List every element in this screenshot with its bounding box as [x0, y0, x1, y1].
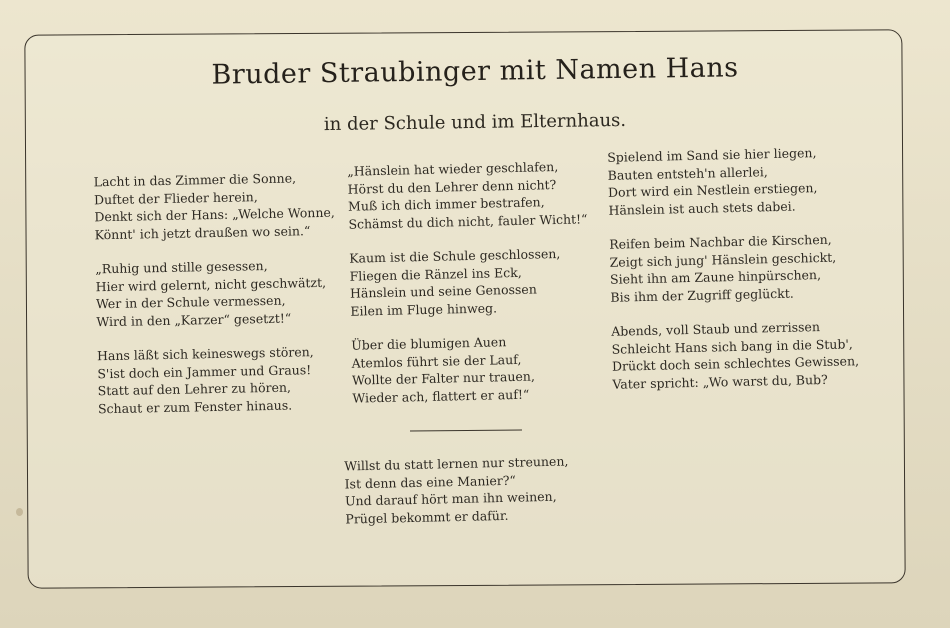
verse-line: Bis ihm der Zugriff geglückt.: [610, 285, 794, 305]
verse-line: Drückt doch sein schlechtes Gewissen,: [611, 353, 860, 374]
poem-column-3: [607, 143, 860, 410]
verse-line: Wer in der Schule vermessen,: [95, 292, 286, 312]
verse-line: Hänslein ist auch stets dabei.: [608, 198, 796, 218]
verse-line: Wollte der Falter nur trauen,: [351, 368, 536, 388]
verse-line: Wird in den „Karzer“ gesetzt!“: [96, 310, 292, 329]
verse-line: Über die blumigen Auen: [351, 334, 507, 353]
verse-line: Atemlos führt sie der Lauf,: [351, 351, 522, 371]
verse-line: Statt auf den Lehrer zu hören,: [97, 379, 292, 399]
poem-subtitle: in der Schule und im Elternhaus.: [323, 109, 627, 136]
verse-line: Wieder ach, flattert er auf!“: [352, 386, 530, 406]
stanza: [349, 244, 590, 319]
verse-line: Lacht in das Zimmer die Sonne,: [93, 170, 297, 190]
poem-column-4: [344, 452, 570, 544]
verse-line: Und darauf hört man ihn weinen,: [344, 488, 557, 509]
verse-line: Prügel bekommt er dafür.: [345, 507, 509, 527]
poem-column-1: [94, 169, 339, 435]
verse-line: Hörst du den Lehrer denn nicht?: [347, 176, 557, 197]
verse-line: Spielend im Sand sie hier liegen,: [607, 145, 817, 165]
verse-line: Hier wird gelernt, nicht geschwätzt,: [95, 274, 327, 294]
verse-line: Fliegen die Ränzel ins Eck,: [349, 264, 522, 284]
verse-line: Hänslein und seine Genossen: [349, 281, 537, 301]
verse-line: „Hänslein hat wieder geschlafen,: [347, 158, 559, 179]
stanza: [351, 331, 592, 406]
paper-stain: [16, 508, 23, 516]
verse-line: Abends, voll Staub und zerrissen: [611, 319, 821, 339]
verse-line: Duftet der Flieder herein,: [93, 188, 258, 207]
stanza: [347, 157, 588, 232]
stanza: [94, 169, 336, 244]
stanza: [97, 343, 339, 418]
stanza: [611, 317, 860, 393]
stanza: [609, 230, 858, 306]
verse-line: Ist denn das eine Manier?“: [344, 472, 517, 492]
verse-line: Eilen im Fluge hinweg.: [350, 299, 498, 319]
verse-line: Könnt' ich jetzt draußen wo sein.“: [94, 222, 311, 242]
verse-line: Zeigt sich jung' Hänslein geschickt,: [609, 249, 837, 270]
poem-title: Bruder Straubinger mit Namen Hans: [211, 52, 739, 91]
verse-line: Schleicht Hans sich bang in die Stub',: [611, 335, 853, 357]
verse-line: Kaum ist die Schule geschlossen,: [349, 245, 561, 266]
verse-line: Sieht ihn am Zaune hinpürschen,: [609, 267, 822, 287]
verse-line: Schämst du dich nicht, fauler Wicht!“: [348, 210, 588, 232]
poem-column-2: [347, 157, 592, 423]
verse-line: „Ruhig und stille gesessen,: [95, 258, 268, 277]
stanza: [344, 452, 570, 527]
verse-line: Schaut er zum Fenster hinaus.: [97, 397, 293, 416]
stanza: [95, 256, 337, 331]
verse-line: Willst du statt lernen nur streunen,: [344, 453, 569, 474]
verse-line: Dort wird ein Nestlein erstiegen,: [607, 180, 818, 200]
verse-line: Hans läßt sich keineswegs stören,: [96, 344, 314, 364]
verse-line: Denkt sich der Hans: „Welche Wonne,: [94, 204, 335, 225]
verse-line: Muß ich dich immer bestrafen,: [347, 194, 545, 214]
verse-line: Reifen beim Nachbar die Kirschen,: [609, 231, 832, 252]
verse-line: S'ist doch ein Jammer und Graus!: [97, 361, 312, 381]
verse-line: Bauten entsteh'n allerlei,: [607, 163, 768, 183]
verse-line: Vater spricht: „Wo warst du, Bub?: [612, 371, 828, 392]
stanza: [607, 143, 856, 219]
